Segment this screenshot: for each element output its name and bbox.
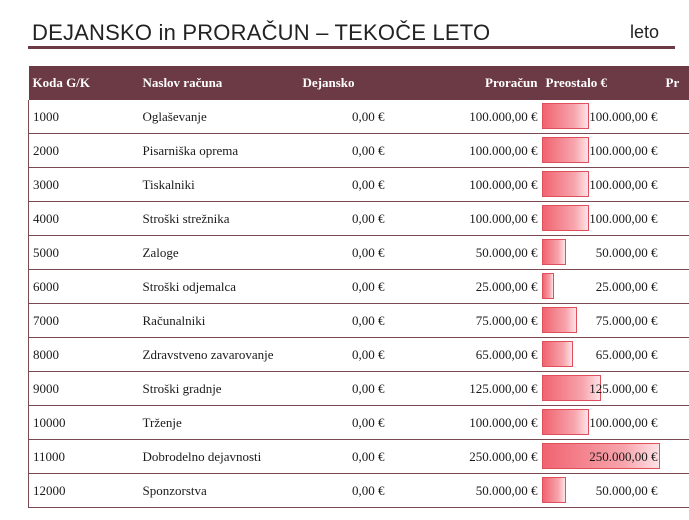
cell-code: 8000 (29, 338, 139, 372)
remaining-value: 125.000,00 € (589, 381, 658, 396)
cell-budget: 125.000,00 € (389, 372, 542, 406)
cell-truncated (662, 440, 689, 474)
cell-account-name: Tiskalniki (139, 168, 299, 202)
table-row[interactable] (29, 440, 689, 474)
cell-code: 7000 (29, 304, 139, 338)
cell-truncated (662, 406, 689, 440)
table-row[interactable] (29, 474, 689, 508)
remaining-value: 100.000,00 € (589, 177, 658, 192)
cell-truncated (662, 202, 689, 236)
cell-actual: 0,00 € (299, 338, 389, 372)
cell-actual: 0,00 € (299, 304, 389, 338)
table-row[interactable] (29, 134, 689, 168)
cell-actual: 0,00 € (299, 372, 389, 406)
remaining-data-bar (542, 171, 589, 197)
cell-actual: 0,00 € (299, 236, 389, 270)
remaining-value: 75.000,00 € (595, 313, 658, 328)
remaining-data-bar (542, 205, 589, 231)
cell-code: 4000 (29, 202, 139, 236)
remaining-data-bar (542, 477, 566, 503)
column-header-budget[interactable]: Proračun (389, 66, 542, 100)
cell-code: 5000 (29, 236, 139, 270)
remaining-data-bar (542, 341, 573, 367)
cell-account-name: Sponzorstva (139, 474, 299, 508)
cell-budget: 65.000,00 € (389, 338, 542, 372)
column-header-account-name[interactable]: Naslov računa (139, 66, 299, 100)
table-row[interactable] (29, 202, 689, 236)
cell-budget: 100.000,00 € (389, 406, 542, 440)
table-row[interactable] (29, 100, 689, 134)
column-header-remaining[interactable]: Preostalo € (542, 66, 662, 100)
cell-remaining (542, 406, 662, 440)
remaining-value: 100.000,00 € (589, 211, 658, 226)
remaining-value: 65.000,00 € (595, 347, 658, 362)
cell-actual: 0,00 € (299, 168, 389, 202)
remaining-value: 50.000,00 € (595, 245, 658, 260)
cell-account-name: Zdravstveno zavarovanje (139, 338, 299, 372)
title-divider (28, 46, 675, 49)
cell-remaining (542, 440, 662, 474)
remaining-value: 250.000,00 € (589, 449, 658, 464)
cell-budget: 75.000,00 € (389, 304, 542, 338)
cell-remaining (542, 338, 662, 372)
cell-code: 6000 (29, 270, 139, 304)
cell-code: 10000 (29, 406, 139, 440)
cell-actual: 0,00 € (299, 406, 389, 440)
cell-truncated (662, 100, 689, 134)
cell-actual: 0,00 € (299, 440, 389, 474)
remaining-data-bar (542, 273, 554, 299)
remaining-data-bar (542, 307, 577, 333)
column-header-code[interactable]: Koda G/K (29, 66, 139, 100)
cell-account-name: Zaloge (139, 236, 299, 270)
table-row[interactable] (29, 168, 689, 202)
cell-account-name: Dobrodelno dejavnosti (139, 440, 299, 474)
cell-account-name: Trženje (139, 406, 299, 440)
column-header-actual[interactable]: Dejansko (299, 66, 389, 100)
cell-budget: 100.000,00 € (389, 168, 542, 202)
cell-remaining (542, 100, 662, 134)
remaining-value: 100.000,00 € (589, 415, 658, 430)
cell-truncated (662, 474, 689, 508)
table-row[interactable] (29, 338, 689, 372)
table-row[interactable] (29, 236, 689, 270)
cell-truncated (662, 338, 689, 372)
cell-remaining (542, 474, 662, 508)
cell-budget: 250.000,00 € (389, 440, 542, 474)
year-label[interactable]: leto (629, 22, 659, 42)
table-row[interactable] (29, 270, 689, 304)
cell-budget: 100.000,00 € (389, 134, 542, 168)
cell-account-name: Stroški gradnje (139, 372, 299, 406)
cell-code: 9000 (29, 372, 139, 406)
cell-remaining (542, 134, 662, 168)
cell-truncated (662, 270, 689, 304)
page-title: DEJANSKO in PRORAČUN – TEKOČE LETO (32, 20, 491, 45)
cell-code: 1000 (29, 100, 139, 134)
cell-budget: 25.000,00 € (389, 270, 542, 304)
cell-truncated (662, 236, 689, 270)
cell-actual: 0,00 € (299, 270, 389, 304)
cell-account-name: Pisarniška oprema (139, 134, 299, 168)
cell-account-name: Stroški strežnika (139, 202, 299, 236)
cell-actual: 0,00 € (299, 202, 389, 236)
remaining-value: 25.000,00 € (595, 279, 658, 294)
cell-remaining (542, 168, 662, 202)
cell-truncated (662, 168, 689, 202)
remaining-data-bar (542, 239, 566, 265)
cell-account-name: Stroški odjemalca (139, 270, 299, 304)
cell-code: 2000 (29, 134, 139, 168)
cell-remaining (542, 270, 662, 304)
cell-code: 3000 (29, 168, 139, 202)
cell-remaining (542, 372, 662, 406)
remaining-value: 50.000,00 € (595, 483, 658, 498)
cell-remaining (542, 236, 662, 270)
cell-account-name: Računalniki (139, 304, 299, 338)
table-row[interactable] (29, 372, 689, 406)
cell-truncated (662, 304, 689, 338)
remaining-data-bar (542, 137, 589, 163)
cell-code: 11000 (29, 440, 139, 474)
cell-budget: 50.000,00 € (389, 474, 542, 508)
cell-truncated (662, 372, 689, 406)
cell-actual: 0,00 € (299, 134, 389, 168)
cell-budget: 100.000,00 € (389, 100, 542, 134)
table-row[interactable] (29, 406, 689, 440)
budget-table (28, 66, 689, 508)
cell-account-name: Oglaševanje (139, 100, 299, 134)
cell-remaining (542, 304, 662, 338)
cell-truncated (662, 134, 689, 168)
cell-budget: 100.000,00 € (389, 202, 542, 236)
remaining-value: 100.000,00 € (589, 109, 658, 124)
cell-actual: 0,00 € (299, 474, 389, 508)
budget-table-container (28, 66, 688, 508)
column-header-truncated[interactable]: Pr (662, 66, 689, 100)
remaining-data-bar (542, 409, 589, 435)
cell-code: 12000 (29, 474, 139, 508)
remaining-value: 100.000,00 € (589, 143, 658, 158)
table-header-row (29, 66, 689, 100)
table-row[interactable] (29, 304, 689, 338)
table-body (29, 100, 689, 508)
cell-budget: 50.000,00 € (389, 236, 542, 270)
cell-remaining (542, 202, 662, 236)
remaining-data-bar (542, 103, 589, 129)
cell-actual: 0,00 € (299, 100, 389, 134)
page-header (0, 0, 675, 50)
